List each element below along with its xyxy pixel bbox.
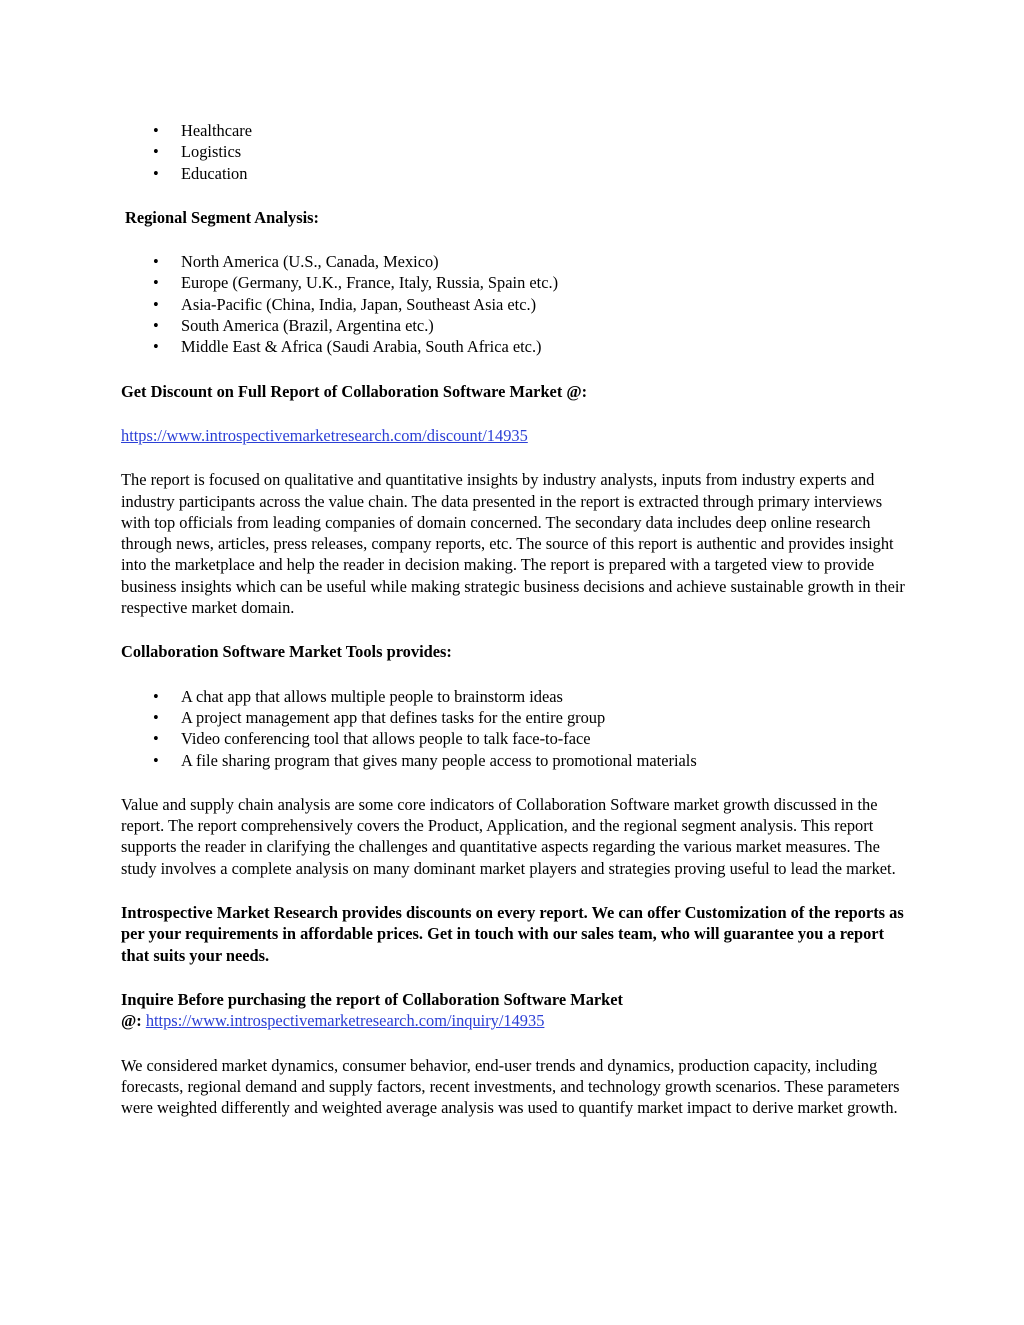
bullet-icon: • xyxy=(153,273,159,293)
list-item: • A project management app that defines tasks for the entire group xyxy=(153,707,606,727)
discount-link[interactable]: https://www.introspectivemarketresearch.com/discount/14935 xyxy=(121,425,528,445)
list-item: • A chat app that allows multiple people to brainstorm ideas xyxy=(153,686,563,706)
list-item: • Healthcare xyxy=(153,121,252,140)
bullet-icon: • xyxy=(153,163,159,183)
inquiry-link[interactable]: https://www.introspectivemarketresearch.com/inquiry/14935 xyxy=(145,1011,545,1031)
dynamics-paragraph: We considered market dynamics, consumer behavior, end-user trends and dynamics, production capacity, including forecasts, regional demand and supply factors, recent investments, and technology growth scenarios. These parameters were weighted differently and weighted average analysis was used to quantify market impact to derive market growth. xyxy=(121,1055,900,1118)
list-item: • Europe (Germany, U.K., France, Italy, Russia, Spain etc.) xyxy=(153,273,559,293)
insights-paragraph: The report is focused on qualitative and quantitative insights by industry analysts, inputs from industry experts and industry participants across the value chain. The data presented in the report is extracted through primary interviews with top officials from leading companies of domain concerned. The secondary data includes deep online research through news, articles, press releases, company reports, etc. The source of this report is authentic and provides insight into the marketplace and help the reader in decision making. The report is prepared with a targeted view to provide business insights which can be useful while making strategic business decisions and achieve sustainable growth in their respective market domain. xyxy=(121,470,905,618)
regional-list xyxy=(121,251,911,357)
bullet-icon: • xyxy=(153,294,159,314)
discount-heading: Get Discount on Full Report of Collaboration Software Market @: xyxy=(121,381,588,401)
discounts-offer-paragraph: Introspective Market Research provides discounts on every report. We can offer Customization of the reports as per your requirements in affordable prices. Get in touch with our sales team, who will guarantee you a report that suits your needs. xyxy=(121,903,904,965)
bullet-icon: • xyxy=(153,121,159,140)
inquire-block xyxy=(121,989,911,1032)
industry-list xyxy=(121,120,911,184)
bullet-icon: • xyxy=(153,729,159,749)
list-item: • North America (U.S., Canada, Mexico) xyxy=(153,252,439,272)
list-item: • Logistics xyxy=(153,142,242,162)
list-item: • South America (Brazil, Argentina etc.) xyxy=(153,316,434,336)
tools-list xyxy=(121,686,911,771)
bullet-icon: • xyxy=(153,252,159,272)
bullet-icon: • xyxy=(153,707,159,727)
list-item: • Education xyxy=(153,163,248,183)
inquire-prefix: @: xyxy=(121,1011,146,1031)
tools-heading: Collaboration Software Market Tools provides: xyxy=(121,642,452,662)
discount-link-line xyxy=(121,425,911,446)
inquire-heading: Inquire Before purchasing the report of Collaboration Software Market xyxy=(121,989,624,1009)
list-item: • Middle East & Africa (Saudi Arabia, South Africa etc.) xyxy=(153,337,542,357)
list-item: • Video conferencing tool that allows people to talk face-to-face xyxy=(153,729,591,749)
list-item: • Asia-Pacific (China, India, Japan, Southeast Asia etc.) xyxy=(153,294,537,314)
bullet-icon: • xyxy=(153,686,159,706)
list-item: • A file sharing program that gives many people access to promotional materials xyxy=(153,750,697,770)
document-page xyxy=(121,120,911,1118)
bullet-icon: • xyxy=(153,750,159,770)
bullet-icon: • xyxy=(153,316,159,336)
regional-heading: Regional Segment Analysis: xyxy=(125,207,319,227)
value-chain-paragraph: Value and supply chain analysis are some core indicators of Collaboration Software market growth discussed in the report. The report comprehensively covers the Product, Application, and the regional segment analysis. This report supports the reader in clarifying the challenges and quantitative aspects regarding the various market measures. The study involves a complete analysis on many dominant market players and strategies proving useful to lead the market. xyxy=(121,794,896,878)
bullet-icon: • xyxy=(153,337,159,357)
bullet-icon: • xyxy=(153,142,159,162)
